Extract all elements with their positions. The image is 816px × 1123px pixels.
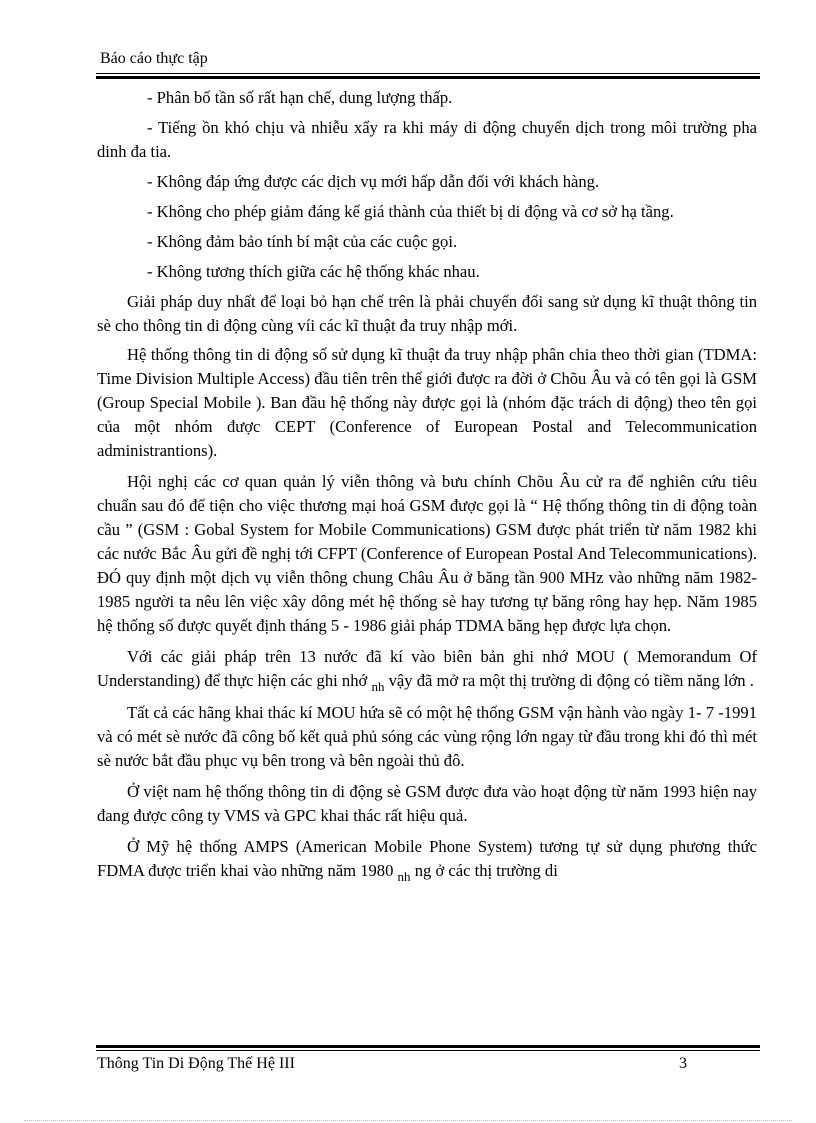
bullet-item: - Không đảm bảo tính bí mật của các cuộc gọi. — [147, 232, 458, 251]
bullet-item: - Phân bố tần số rất hạn chế, dung lượng thấp. — [147, 88, 453, 107]
page-header-title: Báo cáo thực tập — [100, 50, 208, 67]
bullet-item: - Không tương thích giữa các hệ thống khác nhau. — [147, 262, 480, 281]
paragraph-text: ng ở các thị trường di — [414, 861, 558, 880]
paragraph-tdma: Hệ thống thông tin di động số sử dụng kĩ thuật đa truy nhập phân chia theo thời gian (TDMA: Time Division Multiple Access) đầu tiên trên thế giới được ra đời ở Chõu Âu và có tên gọi là GSM (Group Special Mobile ). Ban đầu hệ thống này được gọi là (nhóm đặc trách di động) theo tên gọi của một nhóm được CEPT (Conference of European Postal and Telecommunication administrantions). — [97, 345, 757, 460]
paragraph-text: Ở Mỹ hệ thống AMPS (American Mobile Phone System) tương tự sử dụng phương thức FDMA được triển khai vào những năm 1980 — [97, 837, 757, 880]
paragraph-text: vậy đã mở ra một thị trường di động có tiềm năng lớn . — [388, 671, 754, 690]
subscript-fragment: nh — [397, 869, 411, 884]
bullet-item: - Không cho phép giảm đáng kể giá thành của thiết bị di động và cơ sở hạ tầng. — [147, 202, 674, 221]
footer-title: Thông Tin Di Động Thế Hệ III — [97, 1055, 295, 1072]
paragraph-mou — [97, 645, 757, 694]
paragraph-usa — [97, 835, 757, 884]
paragraph-text: Với các giải pháp trên 13 nước đã kí vào biên bản ghi nhớ MOU ( Memorandum Of Understanding) để thực hiện các ghi nhớ — [97, 647, 757, 690]
header-rule-thin — [96, 73, 760, 74]
paragraph-conference: Hội nghị các cơ quan quản lý viễn thông và bưu chính Chõu Âu cử ra để nghiên cứu tiêu chuẩn sau đó để tiện cho việc thương mại hoá GSM được gọi là “ Hệ thống thông tin di động toàn cầu ” (GSM : Gobal System for Mobile Communications) GSM được phát triển từ năm 1982 khi các nước Bắc Âu gửi đề nghị tới CFPT (Conference of European Postal And Telecommunications). ĐÓ quy định một dịch vụ viễn thông chung Châu Âu ở băng tần 900 MHz vào những năm 1982- 1985 người ta nêu lên việc xây dông mét hệ thống sè hay tương tự băng rông hay hẹp. Năm 1985 hệ thống số được quyết định tháng 5 - 1986 giải pháp TDMA băng hẹp được lựa chọn. — [97, 472, 757, 635]
page-number: 3 — [679, 1055, 687, 1072]
paragraph-solution: Giải pháp duy nhất để loại bỏ hạn chế trên là phải chuyển đổi sang sử dụng kĩ thuật thông tin sè cho thông tin di động cùng víi các kĩ thuật đa truy nhập mới. — [97, 292, 757, 335]
paragraph-vietnam: Ở việt nam hệ thống thông tin di động sè GSM được đưa vào hoạt động từ năm 1993 hiện nay đang được công ty VMS và GPC khai thác rất hiệu quả. — [97, 782, 757, 825]
page-bottom-dotted-border — [24, 1120, 792, 1121]
footer-rule-thick — [96, 1045, 760, 1048]
document-body — [97, 86, 757, 889]
bullet-item: - Không đáp ứng được các dịch vụ mới hấp dẫn đối với khách hàng. — [147, 172, 600, 191]
subscript-fragment: nh — [371, 679, 385, 694]
header-rule-thick — [96, 76, 760, 79]
bullet-item: - Tiếng ồn khó chịu và nhiễu xẩy ra khi máy di động chuyển dịch trong môi trường pha dinh đa tia. — [97, 118, 757, 161]
footer-rule-thin — [96, 1050, 760, 1051]
paragraph-operators: Tất cả các hãng khai thác kí MOU hứa sẽ có một hệ thống GSM vận hành vào ngày 1- 7 -1991 và có mét sè nước đã công bố kết quả phủ sóng các vùng rộng lớn ngay từ đầu trong khi đó thì mét sè nước bắt đầu phục vụ bên trong và bên ngoài thủ đô. — [97, 703, 757, 770]
